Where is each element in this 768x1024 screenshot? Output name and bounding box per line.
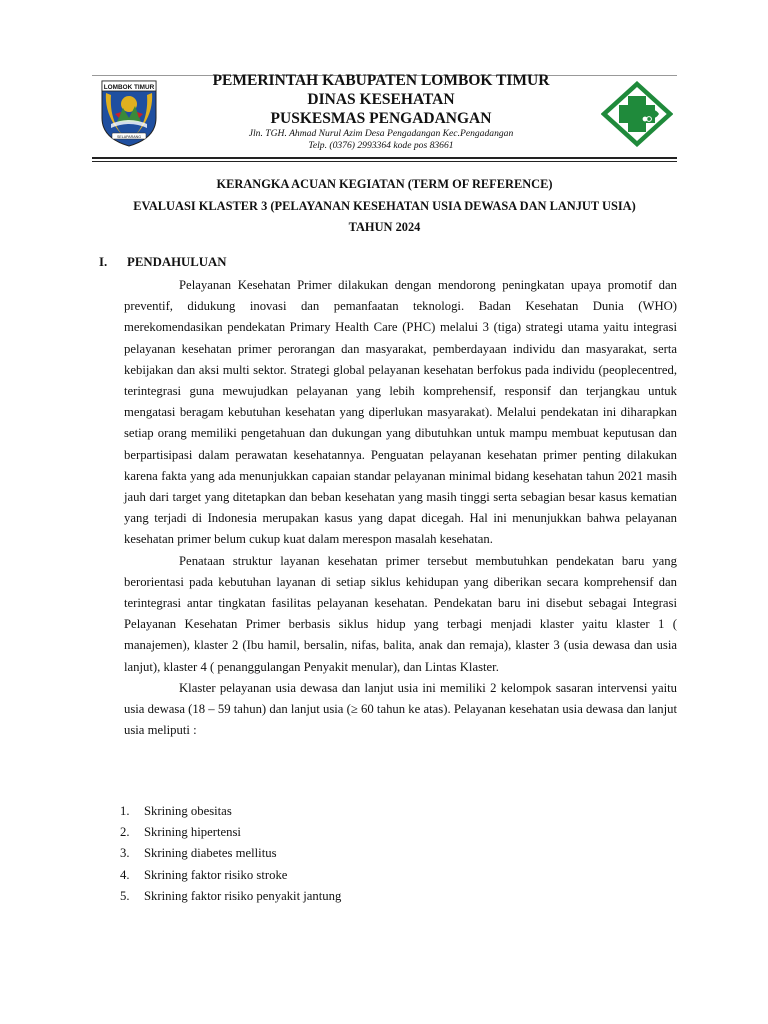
- letterhead-rule-thin: [92, 161, 677, 162]
- paragraph: Pelayanan Kesehatan Primer dilakukan dengan mendorong peningkatan upaya promotif dan preventif, didukung inovasi dan pemanfaatan teknologi. Badan Kesehatan Dunia (WHO) merekomendasikan pendekatan Primary Health Care (PHC) melalui 3 (tiga) strategi utama yaitu integrasi pelayanan kesehatan primer perorangan dan masyarakat, pemberdayaan individu dan masyarakat, serta kebijakan dan aksi multi sektor. Strategi global pelayanan kesehatan berfokus pada individu (peoplecentred, terintegrasi guna mewujudkan pelayanan yang lebih komprehensif, responsif dan terjangkau untuk mengatasi beragam kebutuhan kesehatan yang diperlukan masyarakat). Melalui pendekatan ini diharapkan setiap orang memiliki pengetahuan dan dukungan yang dibutuhkan untuk mampu membuat keputusan dan berpartisipasi dalam perawatan kesehatannya. Penguatan pelayanan kesehatan primer penting dilakukan karena fakta yang ada menunjukkan capaian standar pelayanan minimal bidang kesehatan tahun 2021 masih jauh dari target yang ditetapkan dan beban kesehatan yang masih tinggi serta sebagian besar kasus kematian yang terjadi di Indonesia merupakan kasus yang dapat dicegah. Hal ini menunjukkan bahwa pelayanan kesehatan primer belum cukup kuat dalam merespon masalah kesehatan.: [124, 278, 677, 547]
- paragraph: Penataan struktur layanan kesehatan primer tersebut membutuhkan pendekatan baru yang berorientasi pada kebutuhan layanan di setiap siklus kehidupan yang diberikan secara komprehensif dan terintegrasi antar tingkatan fasilitas pelayanan kesehatan. Pendekatan baru ini disebut sebagai Integrasi Pelayanan Kesehatan Primer berbasis siklus hidup yang terbagi menjadi klaster yaitu klaster 1 ( manajemen), klaster 2 (Ibu hamil, bersalin, nifas, balita, anak dan remaja), klaster 3 (usia dewasa dan usia lanjut), klaster 4 ( penanggulangan Penyakit menular), dan Lintas Klaster.: [124, 553, 677, 674]
- list-item: 3. Skrining diabetes mellitus: [120, 846, 277, 861]
- section-number: I.: [99, 255, 108, 269]
- letterhead-puskesmas: PUSKESMAS PENGADANGAN: [270, 110, 492, 127]
- title-line-3: TAHUN 2024: [348, 220, 421, 234]
- emblem-motto: SELAPARANG: [116, 134, 142, 139]
- emblem-top-text: LOMBOK TIMUR: [103, 84, 155, 91]
- list-item: 5. Skrining faktor risiko penyakit jantung: [120, 888, 342, 903]
- paragraph: Klaster pelayanan usia dewasa dan lanjut usia ini memiliki 2 kelompok sasaran intervensi yaitu usia dewasa (18 – 59 tahun) dan lanjut usia (≥ 60 tahun ke atas). Pelayanan kesehatan usia dewasa dan lanjut usia meliputi :: [124, 680, 677, 738]
- puskesmas-logo: [601, 81, 673, 147]
- title-line-1: KERANGKA ACUAN KEGIATAN (TERM OF REFERENCE): [216, 177, 553, 191]
- letterhead-rule-thick: [92, 157, 677, 159]
- list-item: 4. Skrining faktor risiko stroke: [120, 867, 288, 882]
- letterhead-address: Jln. TGH. Ahmad Nurul Azim Desa Pengadangan Kec.Pengadangan: [248, 128, 514, 139]
- letterhead: [168, 71, 594, 152]
- letterhead-department: DINAS KESEHATAN: [307, 91, 455, 108]
- section-title: PENDAHULUAN: [127, 255, 227, 269]
- letterhead-government: PEMERINTAH KABUPATEN LOMBOK TIMUR: [212, 72, 550, 89]
- section-body: [124, 275, 677, 741]
- letterhead-phone: Telp. (0376) 2993364 kode pos 83661: [308, 140, 454, 151]
- title-line-2: EVALUASI KLASTER 3 (PELAYANAN KESEHATAN USIA DEWASA DAN LANJUT USIA): [133, 198, 636, 213]
- section-heading: [99, 255, 227, 270]
- list-item: 1. Skrining obesitas: [120, 804, 232, 818]
- lombok-timur-emblem: [99, 78, 159, 148]
- list-item: 2. Skrining hipertensi: [120, 825, 241, 840]
- document-title: [92, 174, 677, 239]
- screening-list: [120, 801, 341, 907]
